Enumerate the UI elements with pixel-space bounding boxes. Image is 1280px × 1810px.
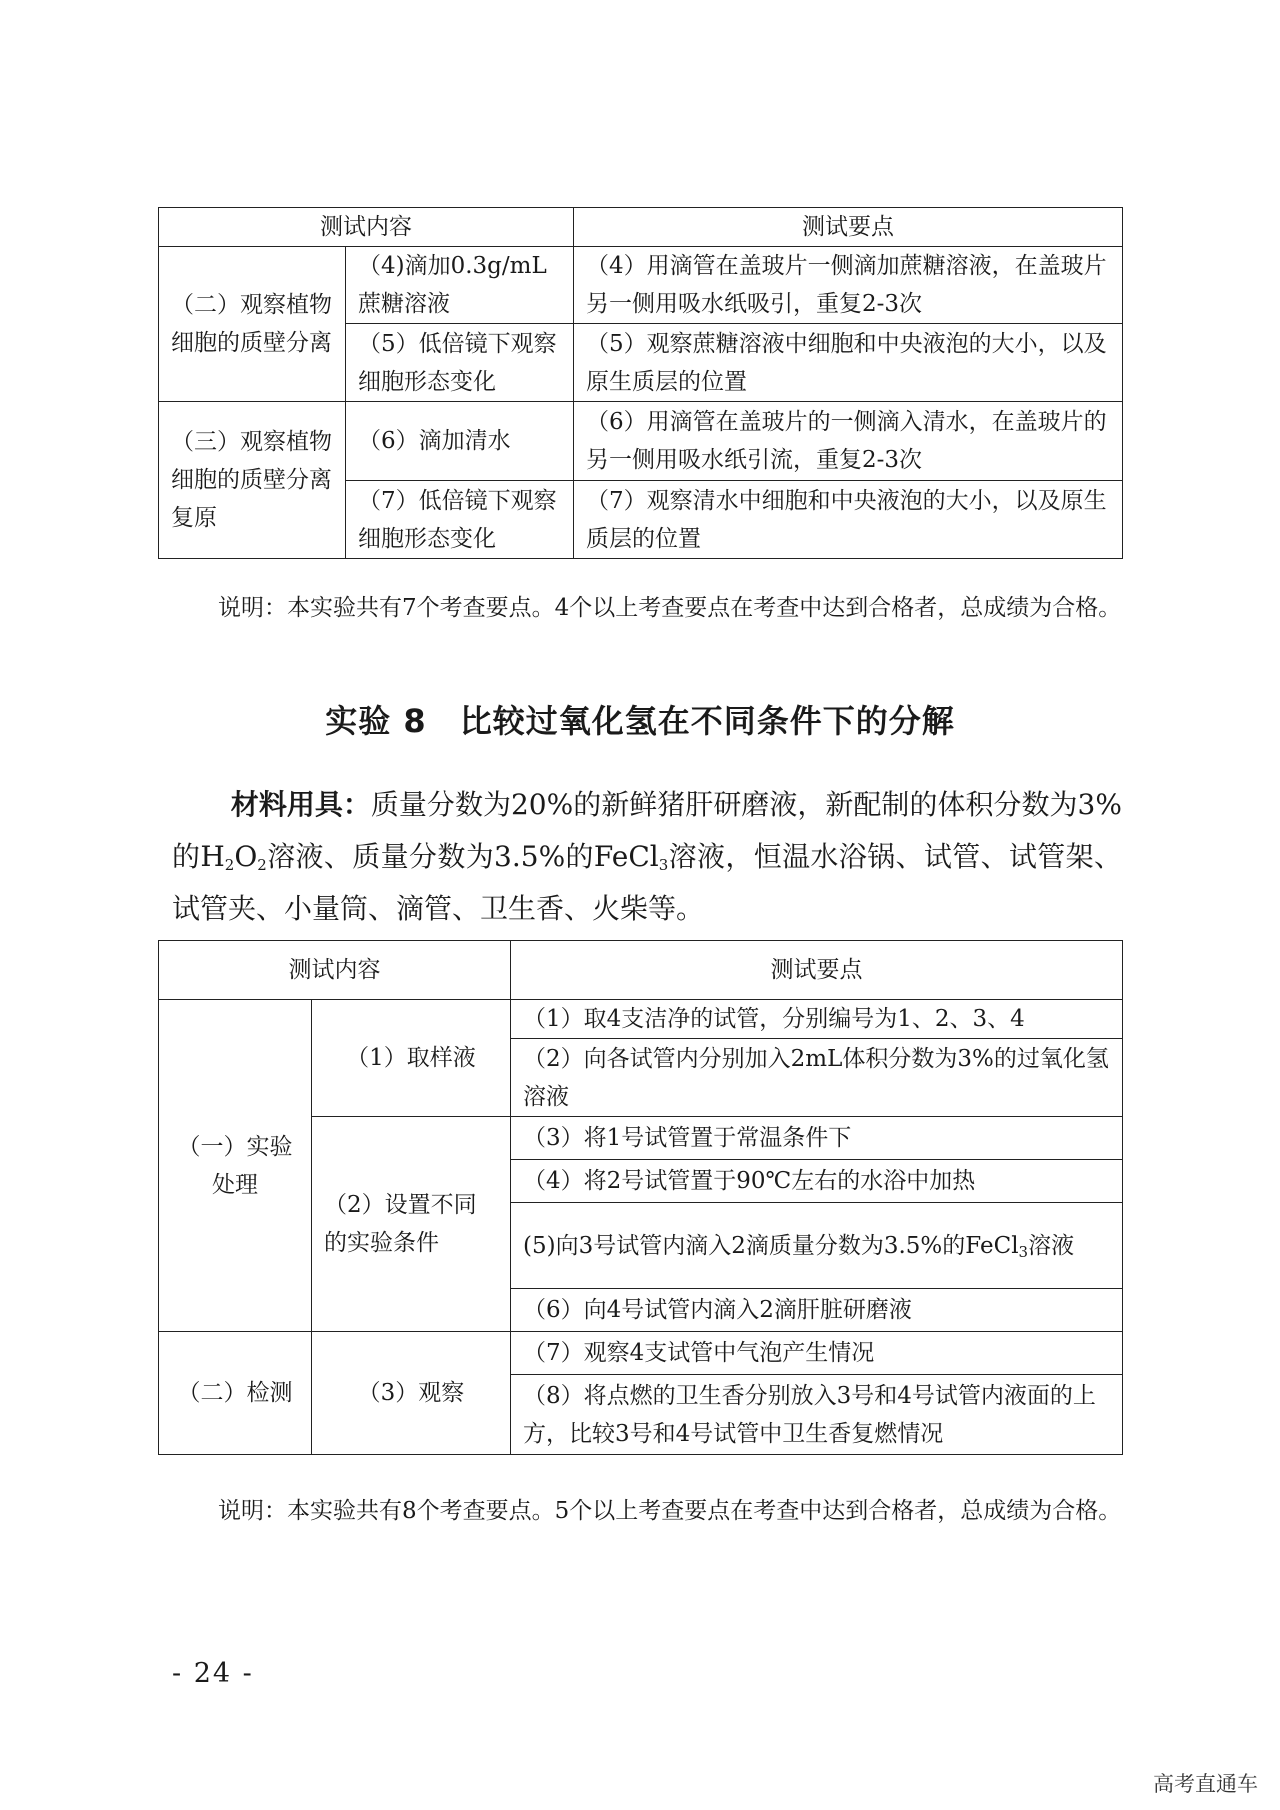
content-cell: （2）设置不同的实验条件	[312, 1117, 511, 1332]
header-test-content: 测试内容	[159, 208, 574, 247]
materials-text: 溶液、质量分数为3.5%的FeCl	[266, 840, 659, 873]
category-cell: （二）检测	[159, 1332, 312, 1455]
table-row	[159, 402, 1123, 481]
header-test-content: 测试内容	[159, 941, 511, 1000]
point-cell: （6）向4号试管内滴入2滴肝脏研磨液	[511, 1289, 1123, 1332]
content-cell: （1）取样液	[312, 1000, 511, 1117]
experiment-title: 实验 8 比较过氧化氢在不同条件下的分解	[325, 702, 955, 740]
materials-label: 材料用具：	[230, 788, 371, 821]
note-text: 说明：本实验共有7个考查要点。4个以上考查要点在考查中达到合格者，总成绩为合格。	[218, 595, 1122, 621]
content-cell: （5）低倍镜下观察细胞形态变化	[346, 324, 574, 402]
header-test-points: 测试要点	[574, 208, 1123, 247]
subscript: 2	[257, 856, 267, 874]
point-cell: （4）将2号试管置于90℃左右的水浴中加热	[511, 1160, 1123, 1203]
point-cell: （2）向各试管内分别加入2mL体积分数为3%的过氧化氢溶液	[511, 1039, 1123, 1117]
point-cell: （6）用滴管在盖玻片的一侧滴入清水，在盖玻片的另一侧用吸水纸引流，重复2-3次	[574, 402, 1123, 481]
page-number: - 24 -	[172, 1658, 254, 1689]
point-text: 溶液	[1028, 1232, 1075, 1259]
point-cell: （8）将点燃的卫生香分别放入3号和4号试管内液面的上方，比较3号和4号试管中卫生香复燃情况	[511, 1375, 1123, 1455]
materials-text: 溶液，恒温水浴锅、试管、试管架、试管夹、小量筒、滴管、卫生香、火柴等。	[172, 840, 1122, 925]
point-cell: （3）将1号试管置于常温条件下	[511, 1117, 1123, 1160]
subscript: 3	[658, 856, 669, 874]
content-cell: （4)滴加0.3g/mL蔗糖溶液	[346, 247, 574, 324]
watermark: 高考直通车	[1153, 1772, 1258, 1796]
point-cell: （4）用滴管在盖玻片一侧滴加蔗糖溶液，在盖玻片另一侧用吸水纸吸引，重复2-3次	[574, 247, 1123, 324]
table-row	[159, 1332, 1123, 1375]
header-test-points: 测试要点	[511, 941, 1123, 1000]
note-text: 说明：本实验共有8个考查要点。5个以上考查要点在考查中达到合格者，总成绩为合格。	[218, 1498, 1122, 1524]
point-cell: （5）观察蔗糖溶液中细胞和中央液泡的大小，以及原生质层的位置	[574, 324, 1123, 402]
experiment-table	[158, 940, 1123, 1455]
subscript: 2	[224, 856, 235, 874]
materials-text: 质量分数为20%的新鲜猪肝研磨液，新配制的体积分数为3%的H	[172, 788, 1122, 873]
subscript: 3	[1018, 1242, 1029, 1261]
content-cell: （6）滴加清水	[346, 402, 574, 481]
point-cell	[511, 1203, 1123, 1289]
table-row	[159, 247, 1123, 324]
point-cell: （1）取4支洁净的试管，分别编号为1、2、3、4	[511, 1000, 1123, 1039]
point-cell: （7）观察清水中细胞和中央液泡的大小，以及原生质层的位置	[574, 481, 1123, 559]
point-cell: （7）观察4支试管中气泡产生情况	[511, 1332, 1123, 1375]
point-text: (5)向3号试管内滴入2滴质量分数为3.5%的FeCl	[523, 1232, 1019, 1259]
materials-paragraph	[172, 779, 1122, 935]
content-cell: （7）低倍镜下观察细胞形态变化	[346, 481, 574, 559]
table-header-row	[159, 941, 1123, 1000]
table-header-row	[159, 208, 1123, 247]
category-cell: （二）观察植物细胞的质壁分离	[159, 247, 346, 402]
observation-table	[158, 207, 1123, 559]
category-cell: （三）观察植物细胞的质壁分离复原	[159, 402, 346, 559]
category-cell: （一）实验处理	[159, 1000, 312, 1332]
table-row	[159, 1000, 1123, 1039]
content-cell: （3）观察	[312, 1332, 511, 1455]
materials-text: O	[234, 840, 258, 873]
